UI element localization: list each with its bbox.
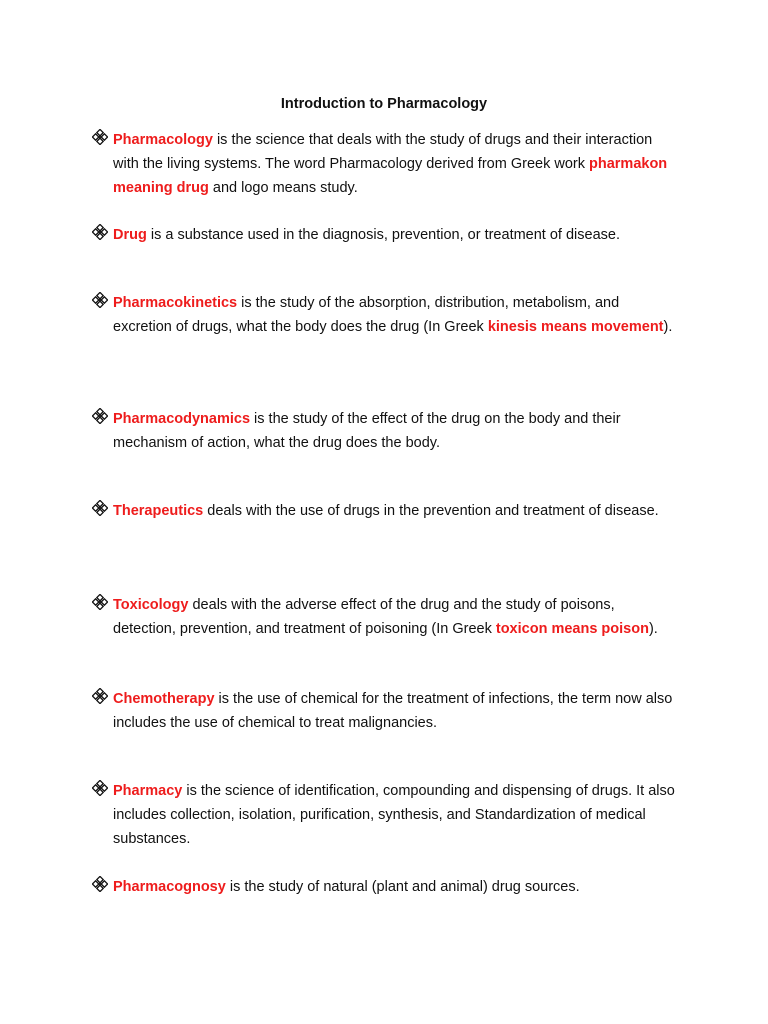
bullet-text <box>113 223 681 247</box>
highlighted-term: pharmakon meaning drug <box>113 156 668 196</box>
body-text: ). <box>663 319 673 335</box>
four-diamond-bullet-icon <box>92 224 108 240</box>
highlighted-term: Pharmacokinetics <box>113 295 238 311</box>
body-text: is the science that deals with the study of drugs and their interaction with the living systems. The word Pharmacology derived from Greek work <box>113 132 653 172</box>
body-text: is the study of the effect of the drug on the body and their mechanism of action, what the drug does the body. <box>113 411 621 451</box>
bullet-text <box>113 291 681 339</box>
highlighted-term: toxicon means poison <box>495 621 649 637</box>
body-text: ). <box>648 621 658 637</box>
bullet-text <box>113 407 681 455</box>
four-diamond-bullet-icon <box>92 292 108 308</box>
bullet-text <box>113 593 681 641</box>
bullet-text <box>113 499 681 523</box>
bullet-text <box>113 687 681 735</box>
body-text: is the study of natural (plant and animal) drug sources. <box>225 879 580 895</box>
highlighted-term: Chemotherapy <box>113 691 215 707</box>
highlighted-term: Pharmacognosy <box>113 879 226 895</box>
four-diamond-bullet-icon <box>92 876 108 892</box>
four-diamond-bullet-icon <box>92 500 108 516</box>
highlighted-term: Pharmacy <box>113 783 183 799</box>
body-text: is the science of identification, compounding and dispensing of drugs. It also includes collection, isolation, purification, synthesis, and Standardization of medical substances. <box>113 783 675 847</box>
body-text: and logo means study. <box>208 180 358 196</box>
document-title: Introduction to Pharmacology <box>280 96 488 112</box>
bullet-text <box>113 875 681 899</box>
body-text: is the study of the absorption, distribution, metabolism, and excretion of drugs, what the body does the drug (In Greek <box>113 295 620 335</box>
highlighted-term: Toxicology <box>113 597 189 613</box>
body-text: is the use of chemical for the treatment of infections, the term now also includes the use of chemical to treat malignancies. <box>113 691 673 731</box>
four-diamond-bullet-icon <box>92 780 108 796</box>
highlighted-term: Therapeutics <box>113 503 204 519</box>
four-diamond-bullet-icon <box>92 594 108 610</box>
body-text: deals with the use of drugs in the prevention and treatment of disease. <box>203 503 659 519</box>
highlighted-term: Drug <box>113 227 147 243</box>
four-diamond-bullet-icon <box>92 129 108 145</box>
body-text: is a substance used in the diagnosis, prevention, or treatment of disease. <box>146 227 620 243</box>
highlighted-term: Pharmacology <box>113 132 213 148</box>
bullet-text <box>113 128 681 200</box>
body-text: deals with the adverse effect of the drug and the study of poisons, detection, prevention, and treatment of poisoning (In Greek <box>113 597 615 637</box>
four-diamond-bullet-icon <box>92 688 108 704</box>
bullet-text <box>113 779 681 851</box>
highlighted-term: kinesis means movement <box>487 319 664 335</box>
four-diamond-bullet-icon <box>92 408 108 424</box>
highlighted-term: Pharmacodynamics <box>113 411 251 427</box>
